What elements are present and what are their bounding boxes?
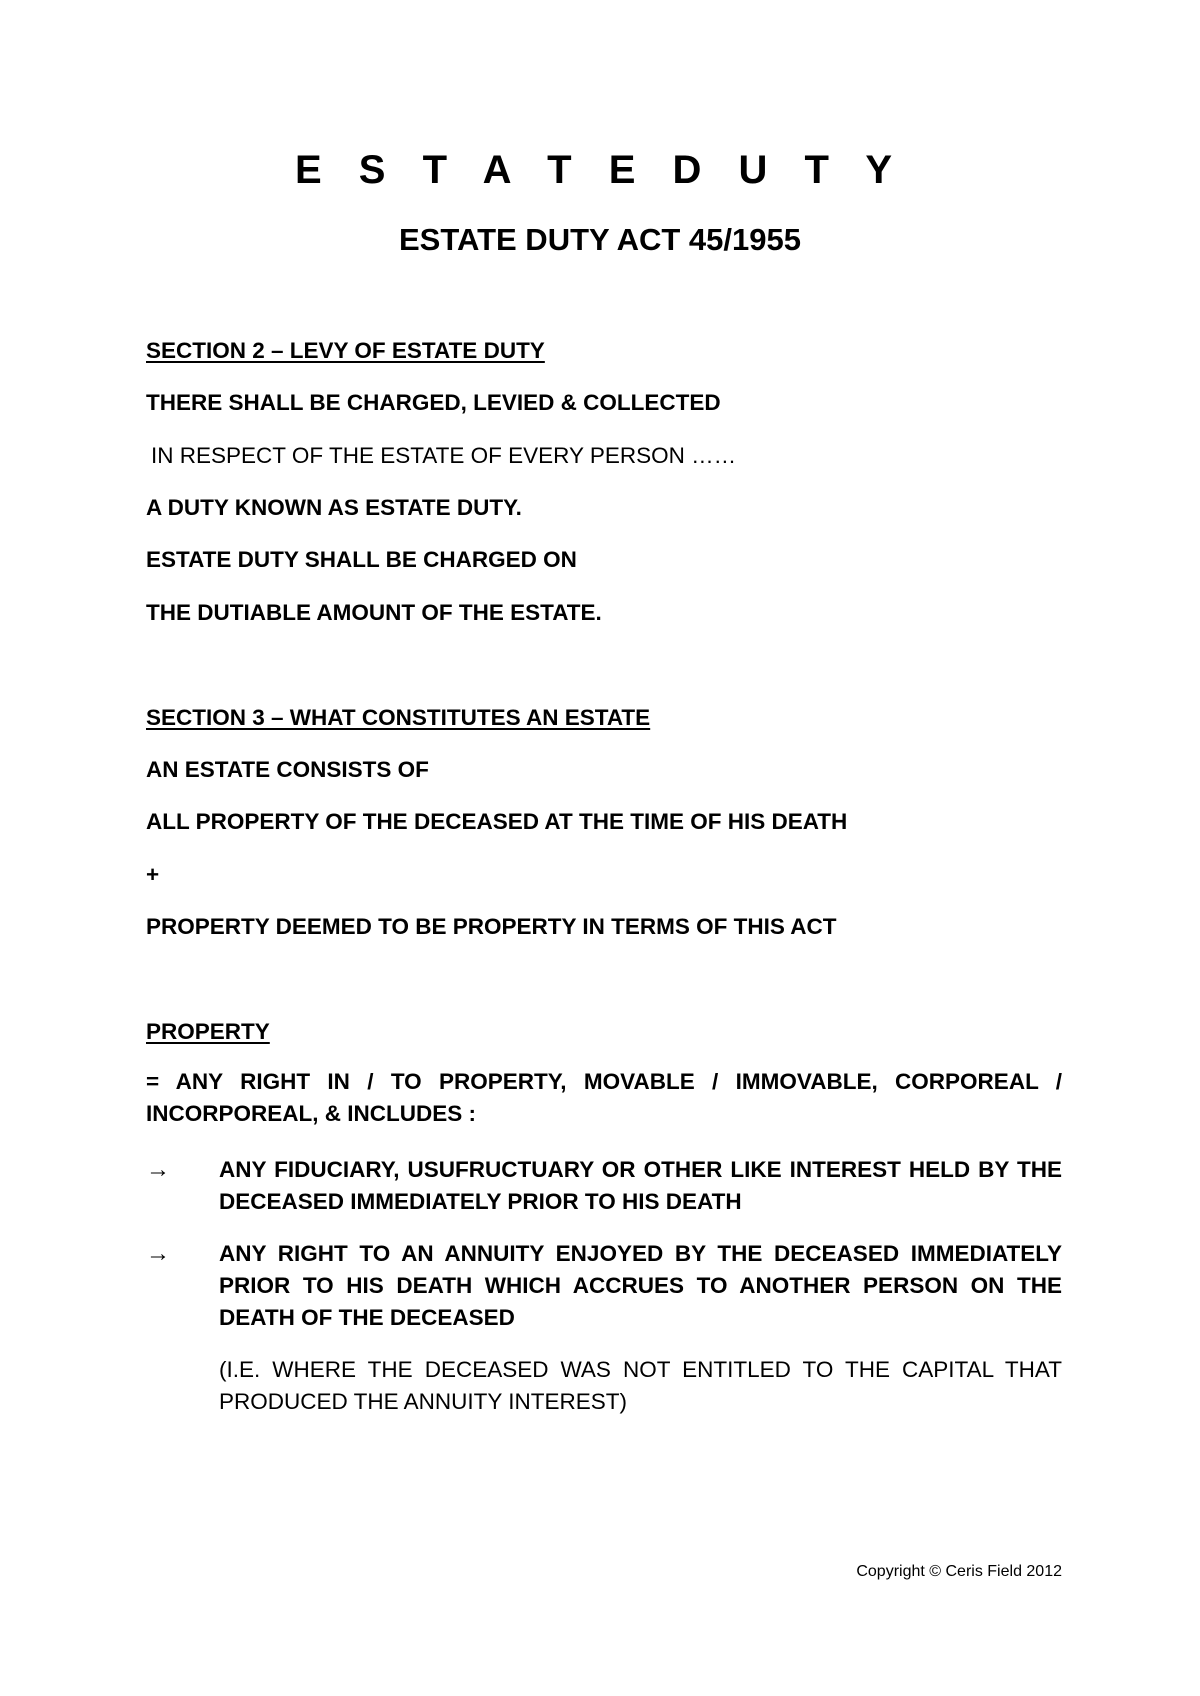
- document-subtitle: ESTATE DUTY ACT 45/1955: [399, 222, 801, 257]
- arrow-icon: →: [146, 1156, 170, 1183]
- section-3-line: ALL PROPERTY OF THE DECEASED AT THE TIME OF HIS DEATH: [146, 809, 848, 834]
- property-bullet-text: ANY RIGHT TO AN ANNUITY ENJOYED BY THE DECEASED IMMEDIATELY PRIOR TO HIS DEATH WHICH ACCRUES TO ANOTHER PERSON ON THE DEATH OF THE DECEASED: [219, 1241, 1062, 1330]
- document-title: E S T A T E D U T Y: [294, 148, 905, 192]
- section-2-line: A DUTY KNOWN AS ESTATE DUTY.: [146, 495, 522, 520]
- section-2-line: ESTATE DUTY SHALL BE CHARGED ON: [146, 547, 577, 572]
- section-3-line: +: [146, 862, 160, 887]
- section-3-line: AN ESTATE CONSISTS OF: [146, 757, 429, 782]
- section-2-line: THERE SHALL BE CHARGED, LEVIED & COLLECTED: [146, 390, 721, 415]
- copyright-notice: Copyright © Ceris Field 2012: [856, 1563, 1062, 1580]
- property-note: (I.E. WHERE THE DECEASED WAS NOT ENTITLED TO THE CAPITAL THAT PRODUCED THE ANNUITY INTEREST): [219, 1357, 1062, 1414]
- section-2-heading: SECTION 2 – LEVY OF ESTATE DUTY: [146, 338, 545, 363]
- property-definition: = ANY RIGHT IN / TO PROPERTY, MOVABLE / IMMOVABLE, CORPOREAL / INCORPOREAL, & INCLUDES :: [146, 1069, 1062, 1126]
- section-3-heading: SECTION 3 – WHAT CONSTITUTES AN ESTATE: [146, 705, 651, 730]
- section-2-line: THE DUTIABLE AMOUNT OF THE ESTATE.: [146, 600, 602, 625]
- property-bullet-text: ANY FIDUCIARY, USUFRUCTUARY OR OTHER LIKE INTEREST HELD BY THE DECEASED IMMEDIATELY PRIOR TO HIS DEATH: [219, 1157, 1062, 1214]
- section-2-line: IN RESPECT OF THE ESTATE OF EVERY PERSON ……: [151, 443, 737, 468]
- section-3-line: PROPERTY DEEMED TO BE PROPERTY IN TERMS OF THIS ACT: [146, 914, 837, 939]
- property-heading: PROPERTY: [146, 1019, 270, 1044]
- arrow-icon: →: [146, 1240, 170, 1267]
